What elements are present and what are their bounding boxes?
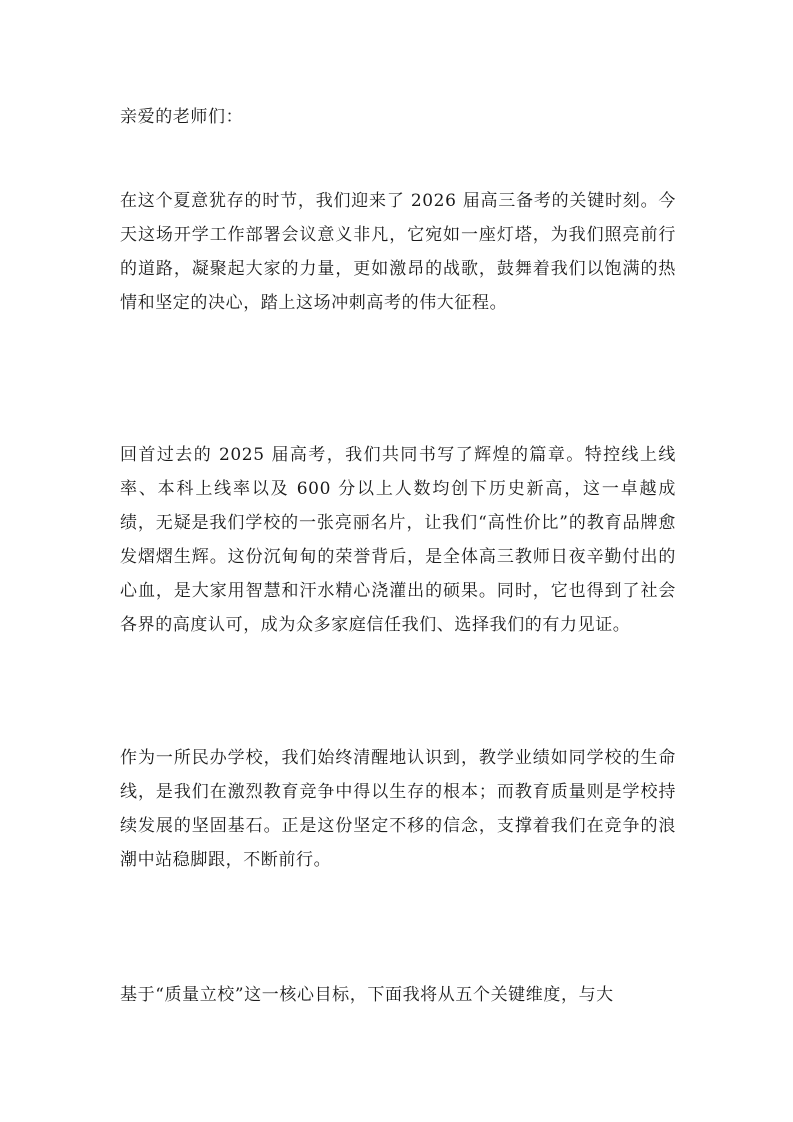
paragraph: 作为一所民办学校，我们始终清醒地认识到，教学业绩如同学校的生命线，是我们在激烈教育竞争中得以生存的根本；而教育质量则是学校持续发展的坚固基石。正是这份坚定不移的信念，支撑着我们在竞争的浪潮中站稳脚跟，不断前行。 xyxy=(120,748,676,870)
salutation: 亲爱的老师们： xyxy=(120,107,244,127)
paragraph: 在这个夏意犹存的时节，我们迎来了 2026 届高三备考的关键时刻。今天这场开学工作部署会议意义非凡，它宛如一座灯塔，为我们照亮前行的道路，凝聚起大家的力量，更如激昂的战歌，鼓舞着我们以饱满的热情和坚定的决心，踏上这场冲刺高考的伟大征程。 xyxy=(120,191,676,313)
paragraph: 回首过去的 2025 届高考，我们共同书写了辉煌的篇章。特控线上线率、本科上线率以及 600 分以上人数均创下历史新高，这一卓越成绩，无疑是我们学校的一张亮丽名片，让我们“高性价比”的教育品牌愈发熠熠生辉。这份沉甸甸的荣誉背后，是全体高三教师日夜辛勤付出的心血，是大家用智慧和汗水精心浇灌出的硕果。同时，它也得到了社会各界的高度认可，成为众多家庭信任我们、选择我们的有力见证。 xyxy=(120,445,676,635)
paragraph: 基于“质量立校”这一核心目标，下面我将从五个关键维度，与大 xyxy=(120,985,614,1005)
